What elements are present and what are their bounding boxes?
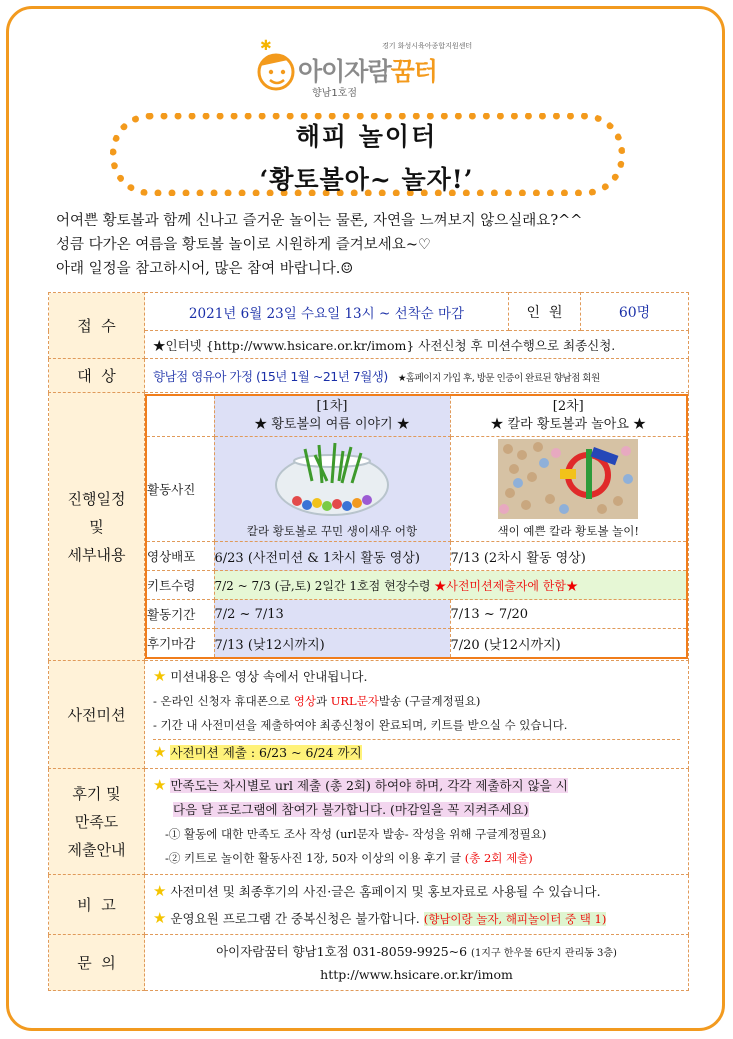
kit-note: ★사전미션제출자에 한함★ — [434, 578, 578, 593]
intro-line: 아래 일정을 참고하시어, 많은 참여 바랍니다.☺ — [56, 261, 354, 277]
logo-name-gray: 아이자람 — [298, 57, 391, 86]
mission-deadline: 사전미션 제출 : 6/23 ~ 6/24 까지 — [170, 745, 362, 760]
contact-url[interactable]: http://www.hsicare.or.kr/imom — [320, 966, 513, 982]
remarks-line2-note: (향남이랑 놀자, 해피놀이터 중 택 1) — [423, 911, 607, 926]
capacity-value: 60명 — [581, 293, 689, 331]
video1: 6/23 (사전미션 & 1차시 활동 영상) — [214, 542, 450, 571]
round2-title: [2차] — [552, 399, 584, 414]
reception-label: 접 수 — [49, 293, 145, 359]
target-label: 대 상 — [49, 359, 145, 393]
satisfaction-line1: 만족도는 차시별로 url 제출 (총 2회) 하여야 하며, 각각 제출하지 않을 시 — [170, 778, 568, 793]
page-subtitle: ‘황토볼아~ 놀자!’ — [259, 165, 474, 194]
colored-balls-photo — [498, 439, 638, 519]
logo-wordmark — [298, 52, 437, 88]
satisfaction-label-2: 만족도 — [74, 812, 119, 831]
kit-cell — [214, 571, 687, 600]
contact-line1: 아이자람꿈터 향남1호점 031-8059-9925~6 — [216, 943, 472, 959]
mission-line2-c: 과 — [315, 694, 331, 708]
schedule-label-2: 및 — [89, 517, 104, 536]
contact-address: (1지구 한우물 6단지 관리동 3층) — [471, 947, 617, 959]
round1-header — [214, 395, 450, 437]
photo2-cell — [450, 437, 687, 542]
photo2-caption: 색이 예쁜 칼라 황토볼 놀이! — [497, 524, 639, 539]
satisfaction-line4-a: -② 키트로 놀이한 활동사진 1장, 50자 이상의 이용 후기 글 — [165, 851, 465, 865]
page-title: 해피 놀이터 — [295, 122, 438, 151]
fishbowl-photo — [267, 441, 397, 519]
schedule-label — [49, 393, 145, 661]
photo-label: 활동사진 — [146, 437, 214, 542]
round2-subtitle: ★ 칼라 황토볼과 놀아요 ★ — [490, 417, 647, 432]
intro-text — [56, 209, 582, 281]
review2: 7/20 (낮12시까지) — [450, 629, 687, 659]
satisfaction-line4-b: (총 2회 제출) — [464, 851, 533, 865]
intro-line: 어여쁜 황토볼과 함께 신나고 즐거운 놀이는 물론, 자연을 느껴보지 않으실래요?^^ — [56, 213, 583, 229]
review-label: 후기마감 — [146, 629, 214, 659]
star-icon: ★ — [153, 667, 167, 685]
remarks-cell — [145, 875, 689, 935]
remarks-line2: 운영요원 프로그램 간 중복신청은 불가합니다. — [170, 910, 424, 926]
intro-line: 성큼 다가온 여름을 황토볼 놀이로 시원하게 즐겨보세요~♡ — [56, 237, 431, 253]
reception-note: ★인터넷 {http://www.hsicare.or.kr/imom} 사전신청 후 미션수행으로 최종신청. — [145, 331, 689, 359]
kit-label: 키트수령 — [146, 571, 214, 600]
round1-subtitle: ★ 황토볼의 여름 이야기 ★ — [254, 417, 410, 432]
target-note: ★홈페이지 가입 후, 방문 인증이 완료된 향남점 회원 — [397, 372, 600, 384]
schedule-label-1: 진행일정 — [67, 489, 126, 508]
star-icon: ★ — [153, 881, 167, 900]
video-label: 영상배포 — [146, 542, 214, 571]
mission-line3: - 기간 내 사전미션을 제출하여야 최종신청이 완료되며, 키트를 받으실 수 있습니다. — [153, 718, 568, 732]
schedule-cell — [145, 393, 689, 661]
capacity-label: 인 원 — [509, 293, 581, 331]
video2: 7/13 (2차시 활동 영상) — [450, 542, 687, 571]
info-table — [48, 292, 689, 991]
period2: 7/13 ~ 7/20 — [450, 600, 687, 629]
review1: 7/13 (낮12시까지) — [214, 629, 450, 659]
photo1-cell — [214, 437, 450, 542]
schedule-corner — [146, 395, 214, 437]
schedule-table — [145, 394, 688, 660]
mission-line2-a: - 온라인 신청자 휴대폰으로 — [153, 694, 294, 708]
round2-header — [450, 395, 687, 437]
period1: 7/2 ~ 7/13 — [214, 600, 450, 629]
remarks-label: 비 고 — [49, 875, 145, 935]
mission-label: 사전미션 — [49, 661, 145, 769]
satisfaction-label — [49, 769, 145, 875]
kit-main: 7/2 ~ 7/3 (금,토) 2일간 1호점 현장수령 — [214, 578, 435, 593]
target-main: 향남점 영유아 가정 (15년 1월 ~21년 7월생) — [153, 368, 388, 384]
satisfaction-label-3: 제출안내 — [67, 840, 126, 859]
mission-line2-video: 영상 — [293, 694, 316, 708]
target-cell — [145, 359, 689, 393]
remarks-line1: 사전미션 및 최종후기의 사진·글은 홈페이지 및 홍보자료로 사용될 수 있습니다. — [170, 883, 601, 899]
satisfaction-line2: 다음 달 프로그램에 참여가 불가합니다. (마감일을 꼭 지켜주세요) — [173, 802, 529, 817]
contact-label: 문 의 — [49, 935, 145, 991]
star-icon: ★ — [153, 908, 167, 927]
star-icon: ★ — [153, 743, 167, 761]
satisfaction-cell — [145, 769, 689, 875]
logo-branch: 향남1호점 — [312, 88, 358, 99]
mission-line2-e: 발송 (구글계정필요) — [378, 694, 481, 708]
star-icon: ★ — [153, 776, 167, 794]
mission-cell — [145, 661, 689, 769]
mission-line1: 미션내용은 영상 속에서 안내됩니다. — [166, 669, 368, 684]
contact-cell — [145, 935, 689, 991]
logo-org: 경기 화성시육아종합지원센터 — [382, 42, 473, 50]
satisfaction-label-1: 후기 및 — [72, 784, 121, 803]
photo1-caption: 칼라 황토볼로 꾸민 생이새우 어항 — [246, 524, 418, 539]
svg-text:✱: ✱ — [260, 38, 272, 54]
period-label: 활동기간 — [146, 600, 214, 629]
round1-title: [1차] — [316, 399, 348, 414]
schedule-label-3: 세부내용 — [67, 545, 126, 564]
logo-name-orange: 꿈터 — [390, 57, 437, 86]
reception-deadline: 2021년 6월 23일 수요일 13시 ~ 선착순 마감 — [145, 293, 509, 331]
satisfaction-line3: -① 활동에 대한 만족도 조사 작성 (url문자 발송- 작성을 위해 구글계정필요) — [165, 827, 547, 841]
mission-line2-url: URL문자 — [330, 694, 379, 708]
